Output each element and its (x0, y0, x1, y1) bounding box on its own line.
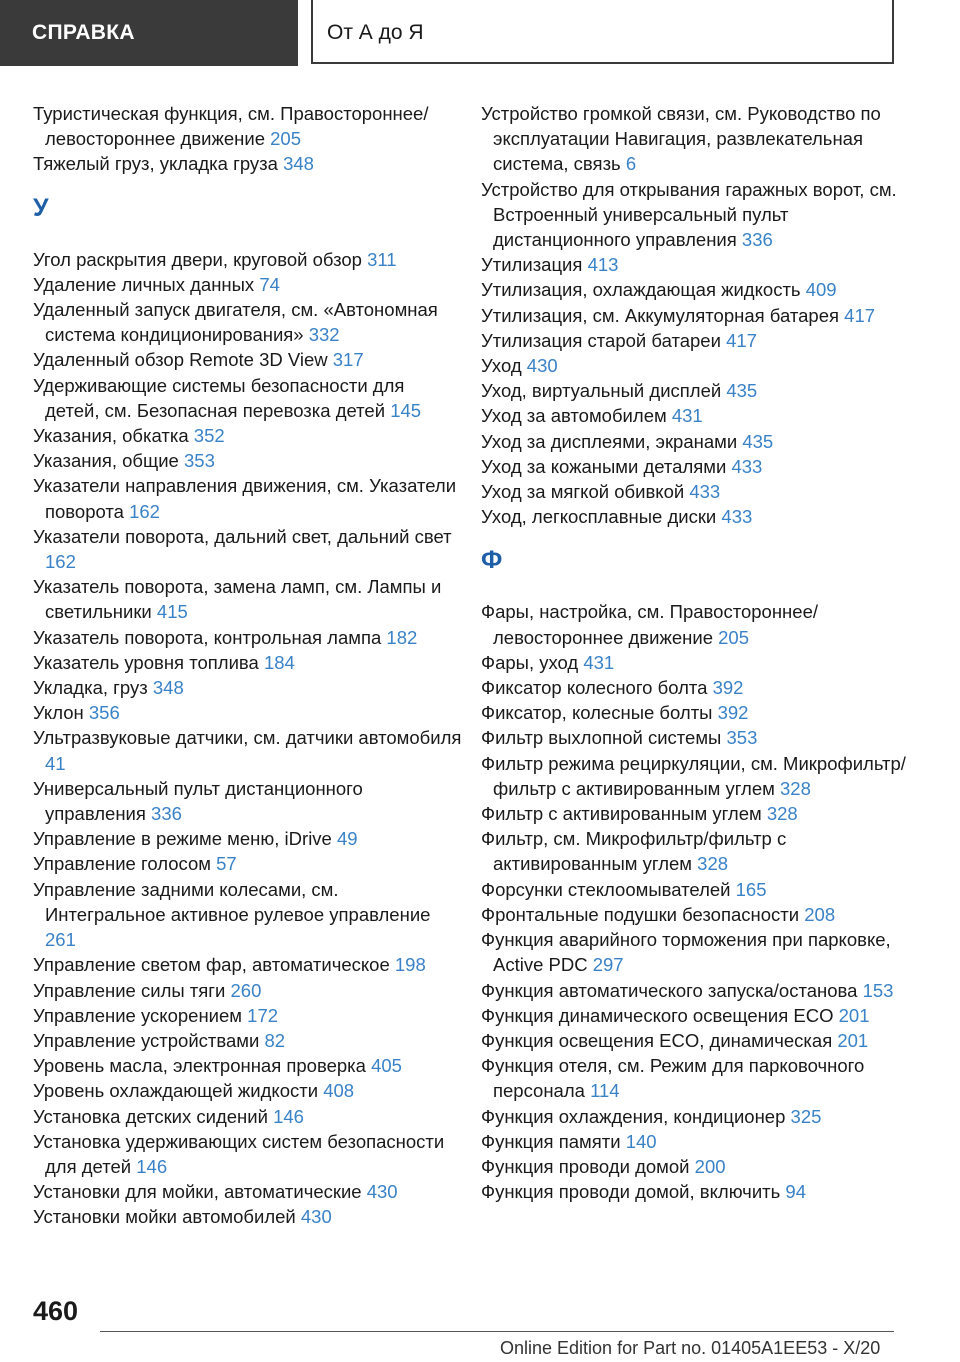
index-entry (33, 675, 463, 700)
index-entry (33, 1204, 463, 1229)
index-entry (481, 1129, 911, 1154)
index-entry (33, 776, 463, 826)
entry-text: Управление в режиме меню, iDrive (33, 828, 332, 850)
section-tab[interactable]: СПРАВКА (0, 0, 298, 66)
index-entry (33, 978, 463, 1003)
entry-text: Уход за мягкой обивкой (481, 481, 685, 503)
entry-text: Уход, легкосплавные диски (481, 506, 717, 528)
entry-text: Указатель поворота, контрольная лампа (33, 626, 382, 648)
entry-text: Фиксатор колесного болта (481, 677, 708, 699)
index-entry (33, 1104, 463, 1129)
index-entry (481, 252, 911, 277)
entry-page-link[interactable]: 328 (697, 853, 729, 875)
entry-page-link[interactable]: 433 (721, 506, 753, 528)
entry-page-link[interactable]: 162 (45, 551, 76, 573)
index-entry (481, 675, 911, 700)
index-entry (33, 574, 463, 624)
entry-text: Удерживающие системы безопасности для детей, см. Безопасная перевозка детей (33, 374, 405, 421)
entry-page-link[interactable]: 417 (726, 329, 757, 351)
index-column-right (481, 101, 911, 1204)
index-entry (33, 1078, 463, 1103)
entry-text: Ультразвуковые датчики, см. датчики автомобиля (33, 727, 462, 749)
entry-text: Укладка, груз (33, 677, 148, 699)
entry-text: Угол раскрытия двери, круговой обзор (33, 248, 362, 270)
index-entry (33, 373, 463, 423)
entry-page-link[interactable]: 153 (862, 979, 894, 1001)
index-entry (481, 1154, 911, 1179)
entry-page-link[interactable]: 430 (366, 1181, 398, 1203)
entry-text: Управление задними колесами, см. Интегральное активное рулевое управление (33, 878, 431, 925)
entry-page-link[interactable]: 74 (259, 273, 280, 295)
index-entry (33, 877, 463, 953)
entry-text: Утилизация, охлаждающая жидкость (481, 279, 801, 301)
entry-page-link[interactable]: 353 (184, 450, 215, 472)
entry-text: Уровень масла, электронная проверка (33, 1055, 366, 1077)
entry-text: Установки для мойки, автоматические (33, 1181, 362, 1203)
entry-page-link[interactable]: 201 (838, 1004, 870, 1026)
entry-text: Фильтр с активированным углем (481, 803, 762, 825)
index-entry (33, 1028, 463, 1053)
entry-page-link[interactable]: 94 (785, 1181, 806, 1203)
entry-text: Утилизация, см. Аккумуляторная батарея (481, 304, 840, 326)
entry-page-link[interactable]: 172 (247, 1004, 279, 1026)
index-entry (481, 978, 911, 1003)
index-entry (481, 177, 911, 253)
index-entry (481, 877, 911, 902)
entry-page-link[interactable]: 146 (136, 1155, 168, 1177)
index-entry (33, 1053, 463, 1078)
index-entry (33, 297, 463, 347)
index-entry (33, 272, 463, 297)
entry-page-link[interactable]: 162 (129, 500, 160, 522)
entry-page-link[interactable]: 49 (336, 828, 358, 850)
subsection-tab[interactable]: От А до Я (311, 0, 894, 64)
entry-page-link[interactable]: 356 (88, 702, 120, 724)
entry-page-link[interactable]: 82 (264, 1029, 286, 1051)
entry-page-link[interactable]: 408 (323, 1080, 355, 1102)
index-entry (481, 353, 911, 378)
entry-text: Устройство для открывания гаражных ворот, см. Встроенный универсальный пульт дистанционного управления (481, 178, 897, 251)
index-entry (481, 1028, 911, 1053)
index-entry (33, 524, 463, 574)
index-entry (481, 277, 911, 302)
entry-text: Уход (481, 355, 522, 377)
entry-text: Удаленный запуск двигателя, см. «Автономная система кондиционирования» (33, 299, 438, 346)
index-entry (33, 247, 463, 272)
entry-page-link[interactable]: 435 (742, 430, 774, 452)
index-letter-u: У (33, 193, 49, 222)
entry-text: Фронтальные подушки безопасности (481, 903, 800, 925)
left-top-entries (33, 101, 463, 177)
entry-page-link[interactable]: 165 (735, 878, 767, 900)
entry-text: Указания, обкатка (33, 425, 189, 447)
entry-text: Функция динамического освещения ECO (481, 1004, 834, 1026)
index-column-left (33, 101, 463, 1230)
entry-text: Управление голосом (33, 853, 211, 875)
index-entry (33, 473, 463, 523)
entry-text: Уход за автомобилем (481, 405, 667, 427)
entry-text: Функция освещения ECO, динамическая (481, 1029, 833, 1051)
entry-page-link[interactable]: 198 (394, 954, 426, 976)
entry-page-link[interactable]: 392 (712, 677, 744, 699)
entry-text: Управление ускорением (33, 1004, 243, 1026)
index-entry (481, 725, 911, 750)
index-entry (481, 801, 911, 826)
entry-text: Установка удерживающих систем безопасности для детей (33, 1130, 445, 1177)
entry-page-link[interactable]: 205 (270, 128, 302, 150)
entry-page-link[interactable]: 261 (45, 929, 76, 951)
entry-page-link[interactable]: 328 (766, 803, 798, 825)
index-entry (33, 826, 463, 851)
entry-text: Универсальный пульт дистанционного управления (33, 777, 363, 825)
index-entry (33, 151, 463, 176)
entry-text: Уход за дисплеями, экранами (481, 430, 738, 452)
entry-page-link[interactable]: 433 (731, 455, 763, 477)
entry-text: Устройство громкой связи, см. Руководство по эксплуатации Навигация, развлекательная система, связь (481, 103, 881, 175)
entry-text: Управление светом фар, автоматическое (33, 954, 390, 976)
index-entry (481, 1053, 911, 1103)
index-entry (481, 454, 911, 479)
entry-text: Установка детских сидений (33, 1105, 268, 1127)
index-entry (481, 599, 911, 649)
entry-text: Фары, настройка, см. Правостороннее/левостороннее движение (481, 601, 818, 648)
entry-text: Тяжелый груз, укладка груза (33, 153, 278, 175)
index-entry (481, 902, 911, 927)
entry-page-link[interactable]: 145 (390, 399, 422, 421)
entry-page-link[interactable]: 140 (625, 1130, 657, 1152)
entry-page-link[interactable]: 297 (592, 954, 624, 976)
entry-page-link[interactable]: 325 (790, 1105, 822, 1127)
index-entry (33, 851, 463, 876)
entry-text: Удаление личных данных (33, 273, 255, 295)
index-entry (33, 423, 463, 448)
entry-page-link[interactable]: 146 (273, 1105, 304, 1127)
entry-page-link[interactable]: 208 (804, 903, 836, 925)
entry-text: Функция проводи домой (481, 1155, 690, 1177)
entry-page-link[interactable]: 348 (283, 153, 314, 175)
entry-text: Уход, виртуальный дисплей (481, 380, 722, 402)
entry-page-link[interactable]: 348 (152, 677, 184, 699)
entry-text: Функция аварийного торможения при парковке, Active PDC (481, 929, 891, 976)
index-entry (481, 1003, 911, 1028)
index-entry (33, 700, 463, 725)
index-entry (33, 650, 463, 675)
index-entry (33, 347, 463, 372)
entry-text: Фильтр, см. Микрофильтр/фильтр с активированным углем (481, 828, 787, 875)
entry-text: Форсунки стеклоомывателей (481, 878, 731, 900)
index-entry (481, 429, 911, 454)
entry-text: Указатель уровня топлива (33, 651, 259, 673)
entry-text: Функция отеля, см. Режим для парковочного персонала (481, 1055, 865, 1102)
index-entry (481, 504, 911, 529)
entry-page-link[interactable]: 352 (193, 425, 225, 447)
entry-page-link[interactable]: 184 (263, 651, 295, 673)
entry-page-link[interactable]: 430 (526, 355, 558, 377)
entry-page-link[interactable]: 413 (587, 254, 619, 276)
index-entry (481, 479, 911, 504)
entry-text: Управление силы тяги (33, 979, 226, 1001)
entry-page-link[interactable]: 328 (780, 777, 811, 799)
entry-page-link[interactable]: 260 (230, 979, 262, 1001)
entry-text: Указатели направления движения, см. Указатели поворота (33, 475, 457, 522)
entry-page-link[interactable]: 57 (216, 853, 237, 875)
footer-edition: Online Edition for Part no. 01405A1EE53 - X/20 (500, 1338, 881, 1358)
index-entry (33, 448, 463, 473)
entry-text: Уклон (33, 702, 84, 724)
entry-page-link[interactable]: 431 (671, 405, 703, 427)
entry-text: Удаленный обзор Remote 3D View (33, 349, 328, 371)
entry-page-link[interactable]: 336 (151, 803, 182, 825)
entry-text: Функция проводи домой, включить (481, 1181, 781, 1203)
entry-page-link[interactable]: 205 (718, 626, 750, 648)
entry-page-link[interactable]: 433 (689, 481, 721, 503)
entry-page-link[interactable]: 392 (717, 702, 749, 724)
entry-text: Фильтр выхлопной системы (481, 727, 722, 749)
entry-text: Фиксатор, колесные болты (481, 702, 713, 724)
index-entry (33, 1179, 463, 1204)
entry-page-link[interactable]: 332 (308, 324, 340, 346)
entry-text: Установки мойки автомобилей (33, 1206, 296, 1228)
entry-page-link[interactable]: 435 (726, 380, 758, 402)
entry-text: Утилизация (481, 254, 583, 276)
entry-text: Функция охлаждения, кондиционер (481, 1105, 786, 1127)
index-entry (33, 1129, 463, 1179)
index-entry (33, 101, 463, 151)
entry-page-link[interactable]: 417 (844, 304, 876, 326)
entry-page-link[interactable]: 353 (726, 727, 758, 749)
index-entry (481, 751, 911, 801)
entry-page-link[interactable]: 201 (837, 1029, 869, 1051)
entry-text: Уровень охлаждающей жидкости (33, 1080, 319, 1102)
entry-text: Функция памяти (481, 1130, 621, 1152)
index-entry (481, 700, 911, 725)
page-number: 460 (33, 1296, 79, 1326)
entry-page-link[interactable]: 430 (300, 1206, 332, 1228)
index-entry (481, 303, 911, 328)
entry-page-link[interactable]: 200 (694, 1155, 726, 1177)
entry-page-link[interactable]: 405 (371, 1055, 402, 1077)
index-entry (481, 826, 911, 876)
entry-text: Утилизация старой батареи (481, 329, 721, 351)
index-entry (481, 101, 911, 177)
entry-text: Управление устройствами (33, 1029, 260, 1051)
entry-text: Указатель поворота, замена ламп, см. Лампы и светильники (33, 576, 442, 623)
entry-page-link[interactable]: 336 (741, 229, 773, 251)
index-entry (481, 650, 911, 675)
page-header (0, 0, 960, 66)
entry-text: Фары, уход (481, 651, 579, 673)
entry-page-link[interactable]: 415 (156, 601, 188, 623)
index-letter-f: Ф (481, 546, 503, 575)
right-top-entries (481, 101, 911, 529)
entry-text: Фильтр режима рециркуляции, см. Микрофильтр/фильтр с активированным углем (481, 752, 906, 799)
index-entry (33, 1003, 463, 1028)
index-entry (481, 378, 911, 403)
left-letter-entries (33, 247, 463, 1230)
entry-text: Указатели поворота, дальний свет, дальний свет (33, 525, 452, 547)
entry-page-link[interactable]: 431 (583, 651, 615, 673)
index-entry (33, 952, 463, 977)
index-entry (481, 1104, 911, 1129)
entry-page-link[interactable]: 41 (45, 752, 66, 774)
entry-text: Указания, общие (33, 450, 179, 472)
right-letter-entries (481, 599, 911, 1204)
entry-page-link[interactable]: 6 (625, 153, 637, 175)
entry-text: Функция автоматического запуска/останова (481, 979, 858, 1001)
index-entry (481, 1179, 911, 1204)
footer-divider (100, 1331, 894, 1332)
index-entry (33, 725, 463, 775)
index-entry (481, 403, 911, 428)
index-entry (33, 625, 463, 650)
entry-page-link[interactable]: 182 (386, 626, 418, 648)
entry-text: Уход за кожаными деталями (481, 455, 727, 477)
entry-page-link[interactable]: 114 (590, 1080, 620, 1102)
entry-page-link[interactable]: 409 (805, 279, 837, 301)
entry-page-link[interactable]: 317 (332, 349, 364, 371)
entry-text: Туристическая функция, см. Правостороннее/левостороннее движение (33, 103, 429, 150)
entry-page-link[interactable]: 311 (367, 248, 397, 270)
index-entry (481, 927, 911, 977)
index-entry (481, 328, 911, 353)
